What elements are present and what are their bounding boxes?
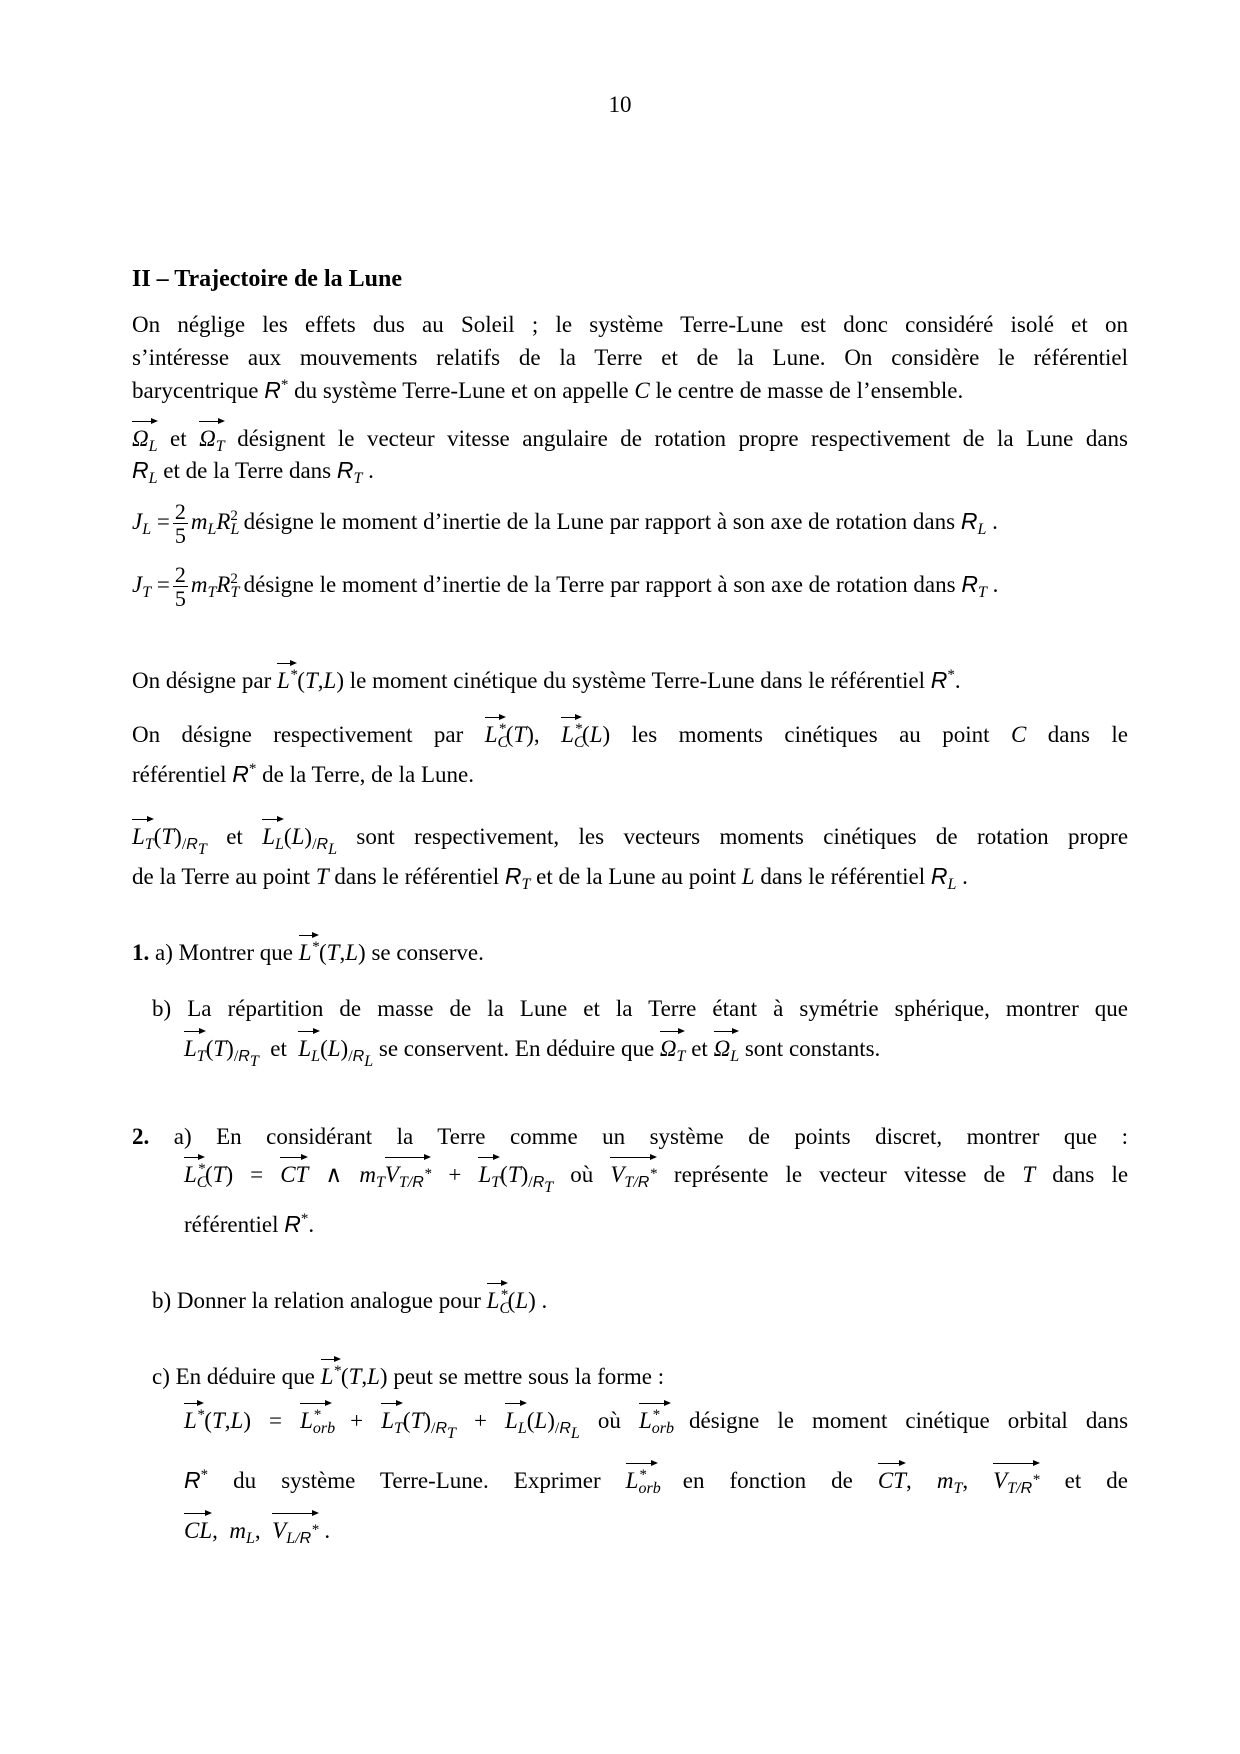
page-number: 10 xyxy=(608,92,632,117)
intro-line-4: $\Omega_L$ et $\Omega_T$ désignent le vecteur vitesse angulaire de rotation propre respectivement de la Lune dans xyxy=(132,418,1128,458)
def-line-1: On désigne par L*(T,L) le moment cinétique du système Terre-Lune dans le référentiel R*. xyxy=(132,660,1128,696)
question-2a-line-2: $L_C^*(T)$ = CT ∧ $m_TV_{T/R^*} + L_T(T)_{/R_T}$ où $V_{T/R^*}$ représente le vecteur vitesse de T dans le xyxy=(184,1154,1128,1199)
section-title: II – Trajectoire de la Lune xyxy=(132,266,402,292)
question-2a-line-3: référentiel R*. xyxy=(184,1211,315,1237)
question-2a-line-1: 2. a) En considérant la Terre comme un système de points discret, montrer que : xyxy=(132,1124,1129,1149)
def-line-3: référentiel R* de la Terre, de la Lune. xyxy=(132,761,474,787)
intro-line-1: On néglige les effets dus au Soleil ; le système Terre-Lune est donc considéré isolé et on xyxy=(132,312,1128,337)
question-2c-line-3: R* du système Terre-Lune. Exprimer $L_{orb}^*$ en fonction de CT, $m_T$, $V_{T/R^*}$ et de xyxy=(184,1460,1128,1500)
inertia-earth: $J_T$ = $\frac{2}{5}$ $m_TR_T^2$ désigne le moment d’inertie de la Terre par rapport à son axe de rotation dans $R_T$ . xyxy=(132,562,999,612)
def-line-5: de la Terre au point T dans le référentiel $R_T$ et de la Lune au point L dans le référentiel $R_L$ . xyxy=(132,863,968,893)
question-2b: b) Donner la relation analogue pour $L_C^*(L)$ . xyxy=(152,1280,1148,1320)
def-line-4: $L_T(T)_{/R_T}$ et $L_L(L)_{/R_L}$ sont respectivement, les vecteurs moments cinétiques de rotation propre xyxy=(132,816,1128,861)
question-1b-line-1: b) La répartition de masse de la Lune et la Terre étant à symétrie sphérique, montrer que xyxy=(152,996,1128,1021)
question-2c-line-2: $L^*(T,L) = L_{orb}^* + L_T(T)_{/R_T} + L_L(L)_{/R_L}$ où $L_{orb}^*$ désigne le moment cinétique orbital dans xyxy=(184,1400,1128,1445)
intro-line-3: barycentrique R* du système Terre-Lune et on appelle C le centre de masse de l’ensemble. xyxy=(132,377,964,403)
def-line-2: On désigne respectivement par $L_C^*(T)$, $L_C^*(L)$ les moments cinétiques au point C dans le xyxy=(132,714,1128,754)
question-1a: 1. a) Montrer que L*(T,L) se conserve. xyxy=(132,932,1128,968)
inertia-moon: $J_L$ = $\frac{2}{5}$ $m_LR_L^2$ désigne le moment d’inertie de la Lune par rapport à son axe de rotation dans $R_L$ . xyxy=(132,499,998,549)
question-2c-line-4: CL, $m_L$, $V_{L/R^*}$ . xyxy=(184,1510,1180,1550)
question-2c-line-1: c) En déduire que L*(T,L) peut se mettre sous la forme : xyxy=(152,1356,1148,1392)
intro-line-2: s’intéresse aux mouvements relatifs de la Terre et de la Lune. On considère le référentiel xyxy=(132,345,1128,370)
intro-line-5: $R_L$ et de la Terre dans $R_T$ . xyxy=(132,457,374,487)
question-1b-line-2: $L_T(T)_{/R_T}$ et $L_L(L)_{/R_L}$ se conservent. En déduire que $\Omega_T$ et $\Omega_L$ sont constants. xyxy=(184,1028,1128,1073)
